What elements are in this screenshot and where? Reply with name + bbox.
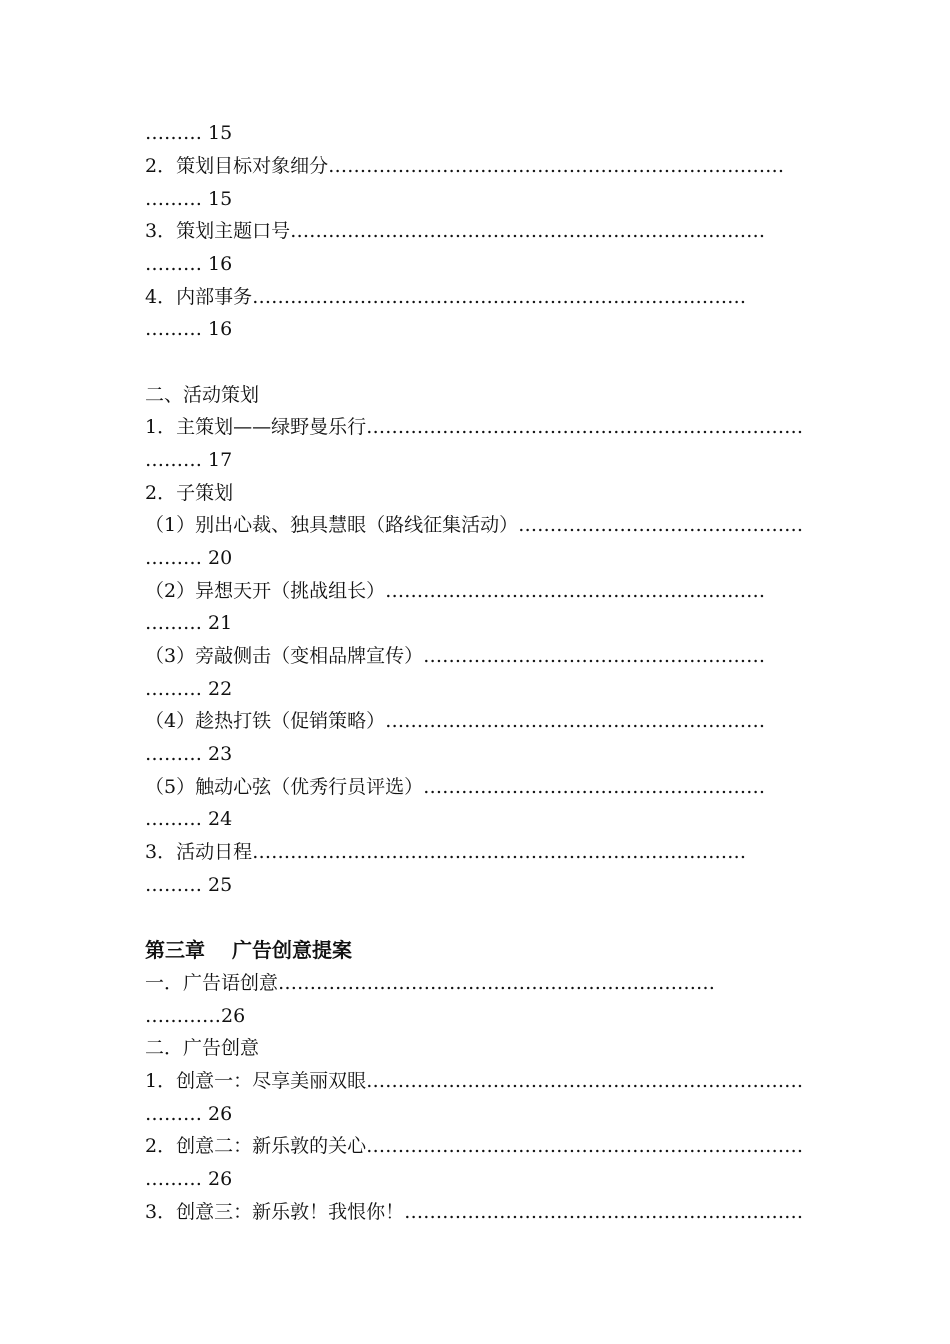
toc-line: 一．广告语创意…………………………………………………………… — [145, 972, 716, 994]
toc-line: （2）异想天开（挑战组长）…………………………………………………… — [145, 580, 766, 602]
toc-line: 2．创意二：新乐敦的关心…………………………………………………………… — [145, 1135, 804, 1157]
toc-line: （3）旁敲侧击（变相品牌宣传）……………………………………………… — [145, 645, 766, 667]
chapter-heading: 第三章 广告创意提案 — [145, 938, 352, 962]
toc-line: 1．创意一：尽享美丽双眼…………………………………………………………… — [145, 1070, 804, 1092]
toc-line: （5）触动心弦（优秀行员评选）……………………………………………… — [145, 776, 766, 798]
toc-line: ……… 17 — [145, 449, 233, 471]
toc-blank-line — [145, 347, 805, 377]
toc-line: 3．策划主题口号………………………………………………………………… — [145, 220, 766, 242]
toc-line: ……… 16 — [145, 253, 233, 275]
toc-line: ……… 25 — [145, 874, 233, 896]
toc-line: ……… 20 — [145, 547, 233, 569]
toc-line: ……… 23 — [145, 743, 233, 765]
toc-line: 3．活动日程…………………………………………………………………… — [145, 841, 747, 863]
toc-line: 2．策划目标对象细分……………………………………………………………… — [145, 155, 785, 177]
toc-line: （1）别出心裁、独具慧眼（路线征集活动）……………………………………… — [145, 514, 804, 536]
toc-line: …………26 — [145, 1005, 246, 1027]
toc-line: ……… 15 — [145, 188, 233, 210]
toc-line: ……… 26 — [145, 1103, 233, 1125]
toc-line: ……… 24 — [145, 808, 233, 830]
toc-line: 4．内部事务…………………………………………………………………… — [145, 286, 747, 308]
toc-line: ……… 21 — [145, 612, 233, 634]
toc-line: ……… 15 — [145, 122, 233, 144]
toc-line: 1．主策划——绿野曼乐行…………………………………………………………… — [145, 416, 804, 438]
toc-line: （4）趁热打铁（促销策略）…………………………………………………… — [145, 710, 766, 732]
toc-line: ……… 26 — [145, 1168, 233, 1190]
section-heading: 二、活动策划 — [145, 384, 260, 406]
toc-line: 二．广告创意 — [145, 1037, 260, 1059]
toc-line: 2．子策划 — [145, 482, 234, 504]
toc-line: 3．创意三：新乐敦！我恨你！……………………………………………………… — [145, 1201, 804, 1223]
toc-line: ……… 22 — [145, 678, 233, 700]
toc-line: ……… 16 — [145, 318, 233, 340]
toc-blank-line — [145, 903, 805, 933]
